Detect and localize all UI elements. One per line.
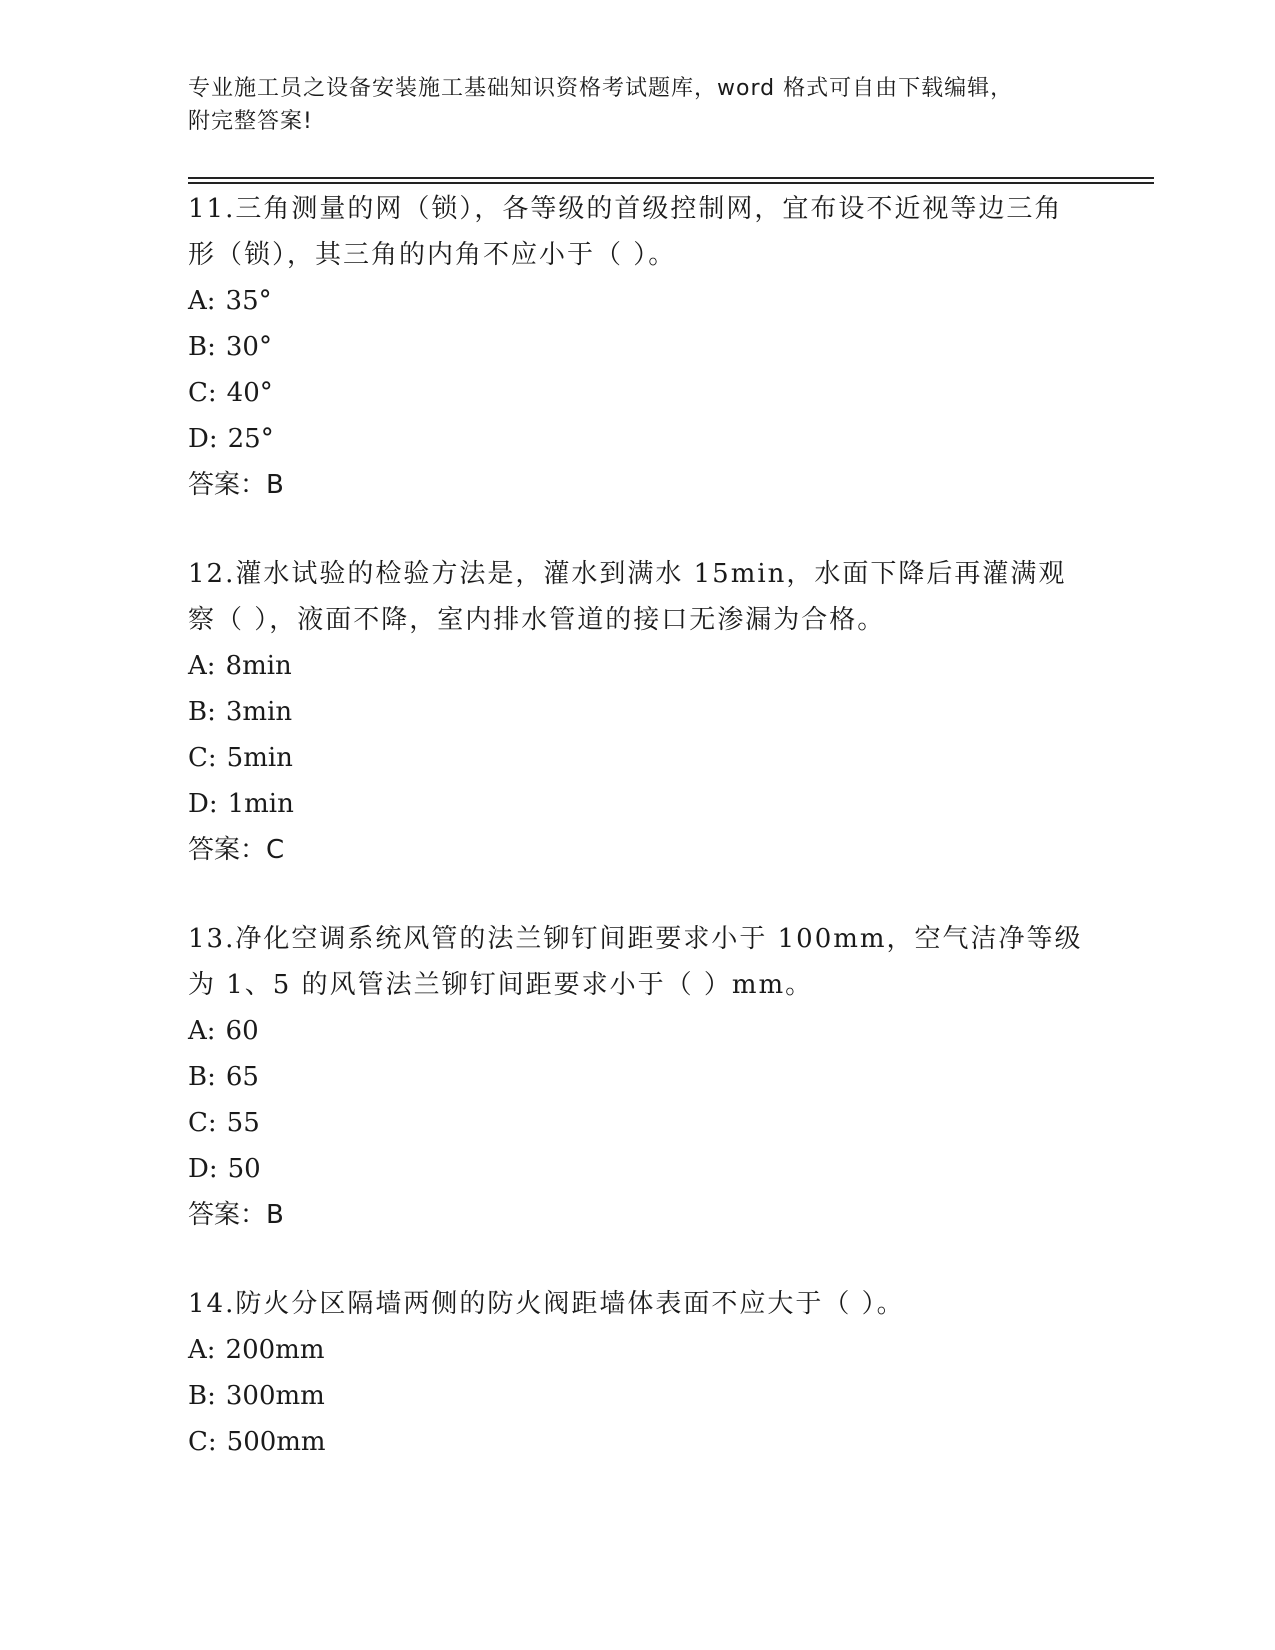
option-letter: B: <box>188 1381 216 1411</box>
option-text: 35° <box>225 286 272 316</box>
header-line-1: 专业施工员之设备安装施工基础知识资格考试题库，word 格式可自由下载编辑， <box>188 76 1014 101</box>
option-text: 8min <box>225 651 292 681</box>
option-letter: C: <box>188 1108 217 1138</box>
question-stem: 12.灌水试验的检验方法是，灌水到满水 15min，水面下降后再灌满观察（ ），液面不降，室内排水管道的接口无渗漏为合格。 <box>188 559 1067 635</box>
option-b <box>188 689 1088 735</box>
option-d <box>188 416 1088 462</box>
option-letter: A: <box>188 1016 216 1046</box>
option-b <box>188 1373 1088 1419</box>
option-c <box>188 370 1088 416</box>
question-12 <box>188 551 1088 873</box>
option-letter: A: <box>188 651 216 681</box>
option-a <box>188 1327 1088 1373</box>
answer-line: 答案：B <box>188 470 284 500</box>
option-text: 1min <box>227 789 294 819</box>
question-stem: 14.防火分区隔墙两侧的防火阀距墙体表面不应大于（ ）。 <box>188 1289 905 1319</box>
option-text: 50 <box>227 1154 261 1184</box>
option-b <box>188 324 1088 370</box>
question-stem: 13.净化空调系统风管的法兰铆钉间距要求小于 100mm，空气洁净等级为 1、5 的风管法兰铆钉间距要求小于（ ）mm。 <box>188 924 1083 1000</box>
option-d <box>188 1146 1088 1192</box>
header-divider-bottom <box>188 182 1154 184</box>
option-text: 500mm <box>226 1427 326 1457</box>
question-14 <box>188 1281 1088 1465</box>
option-letter: D: <box>188 789 218 819</box>
option-c <box>188 735 1088 781</box>
question-stem: 11.三角测量的网（锁），各等级的首级控制网，宜布设不近视等边三角形（锁），其三角的内角不应小于（ ）。 <box>188 194 1063 270</box>
option-a <box>188 278 1088 324</box>
option-letter: C: <box>188 743 217 773</box>
option-text: 60 <box>225 1016 259 1046</box>
option-b <box>188 1054 1088 1100</box>
option-letter: A: <box>188 1335 216 1365</box>
option-c <box>188 1100 1088 1146</box>
option-text: 40° <box>226 378 273 408</box>
header-divider-top <box>188 177 1154 179</box>
option-letter: B: <box>188 332 216 362</box>
option-letter: D: <box>188 424 218 454</box>
answer-line: 答案：B <box>188 1200 284 1230</box>
option-text: 3min <box>225 697 293 727</box>
option-text: 30° <box>225 332 272 362</box>
document-header <box>188 72 1088 138</box>
answer-line: 答案：C <box>188 835 285 865</box>
option-letter: D: <box>188 1154 218 1184</box>
option-a <box>188 643 1088 689</box>
option-text: 55 <box>226 1108 260 1138</box>
option-c <box>188 1419 1088 1465</box>
option-letter: C: <box>188 1427 217 1457</box>
option-letter: B: <box>188 1062 216 1092</box>
option-d <box>188 781 1088 827</box>
header-line-2: 附完整答案! <box>188 109 313 134</box>
option-text: 25° <box>227 424 274 454</box>
option-text: 65 <box>225 1062 259 1092</box>
option-text: 300mm <box>225 1381 325 1411</box>
question-13 <box>188 916 1088 1238</box>
option-a <box>188 1008 1088 1054</box>
option-text: 200mm <box>225 1335 325 1365</box>
option-letter: C: <box>188 378 217 408</box>
option-text: 5min <box>226 743 293 773</box>
question-11 <box>188 186 1088 508</box>
option-letter: A: <box>188 286 216 316</box>
option-letter: B: <box>188 697 216 727</box>
